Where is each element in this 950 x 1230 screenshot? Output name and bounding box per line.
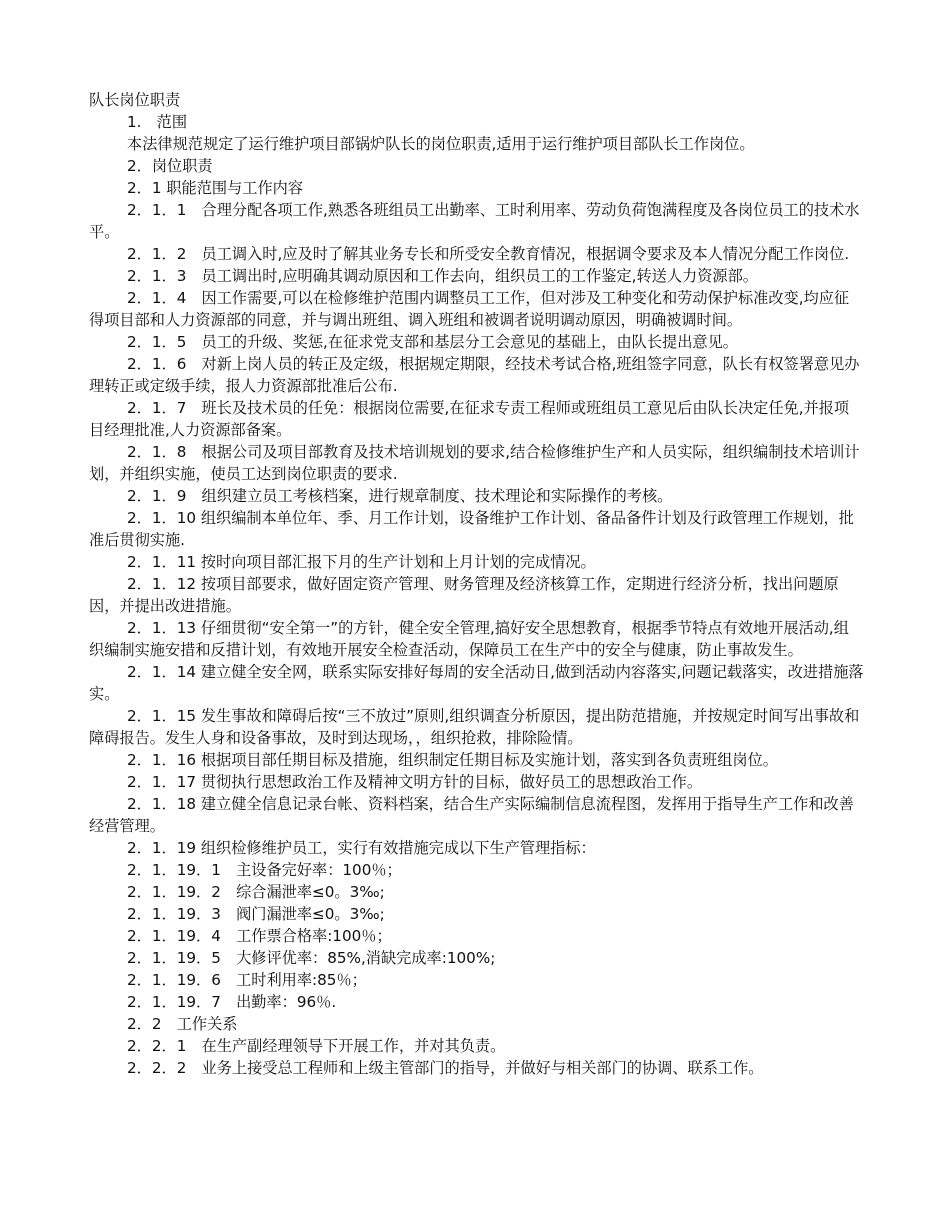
duty-item: 2．1．3 员工调出时,应明确其调动原因和工作去向，组织员工的工作鉴定,转送人力资源部。 xyxy=(127,267,758,285)
indicator-item: 2．1．19．4 工作票合格率:100％； xyxy=(127,927,392,945)
duty-item: 2．1．18 建立健全信息记录台帐、资料档案，结合生产实际编制信息流程图，发挥用于指导生产工作和改善经营管理。 xyxy=(89,795,854,835)
relation-item: 2．2．2 业务上接受总工程师和上级主管部门的指导，并做好与相关部门的协调、联系工作。 xyxy=(127,1059,764,1077)
duty-item: 2．1．1 合理分配各项工作,熟悉各班组员工出勤率、工时利用率、劳动负荷饱满程度及各岗位员工的技术水平。 xyxy=(89,201,860,241)
duty-item: 2．1．7 班长及技术员的任免：根据岗位需要,在征求专责工程师或班组员工意见后由队长决定任免,并报项目经理批准,人力资源部备案。 xyxy=(89,399,850,439)
scope-text: 本法律规范规定了运行维护项目部锅炉队长的岗位职责,适用于运行维护项目部队长工作岗位。 xyxy=(127,135,755,153)
indicator-item: 2．1．19．6 工时利用率:85％； xyxy=(127,971,367,989)
indicator-item: 2．1．19．3 阀门漏泄率≤0。3‰; xyxy=(127,905,385,923)
indicator-item: 2．1．19．7 出勤率：96％. xyxy=(127,993,337,1011)
document-page xyxy=(89,89,864,1079)
duty-item: 2．1．15 发生事故和障碍后按“三不放过”原则,组织调查分析原因，提出防范措施，并按规定时间写出事故和障碍报告。发生人身和设备事故，及时到达现场，，组织抢救，排除险情。 xyxy=(89,707,860,747)
duty-item: 2．1．8 根据公司及项目部教育及技术培训规划的要求,结合检修维护生产和人员实际，组织编制技术培训计划，并组织实施，使员工达到岗位职责的要求. xyxy=(89,443,860,483)
indicator-item: 2．1．19．5 大修评优率：85%,消缺完成率:100%; xyxy=(127,949,496,967)
document-title: 队长岗位职责 xyxy=(89,91,181,109)
indicator-item: 2．1．19．2 综合漏泄率≤0。3‰; xyxy=(127,883,385,901)
duty-item: 2．1．13 仔细贯彻“安全第一”的方针，健全安全管理,搞好安全思想教育，根据季节特点有效地开展活动,组织编制实施安措和反措计划，有效地开展安全检查活动，保障员工在生产中的安全与健康，防止事故发生。 xyxy=(89,619,849,659)
relation-item: 2．2．1 在生产副经理领导下开展工作，并对其负责。 xyxy=(127,1037,506,1055)
section-scope-heading: 1. 范围 xyxy=(127,113,188,131)
duty-item: 2．1．12 按项目部要求，做好固定资产管理、财务管理及经济核算工作，定期进行经济分析，找出问题原因，并提出改进措施。 xyxy=(89,575,839,615)
section-duties-heading: 2．岗位职责 xyxy=(127,157,213,175)
duty-item: 2．1．14 建立健全安全网，联系实际安排好每周的安全活动日,做到活动内容落实,问题记载落实，改进措施落实。 xyxy=(89,663,864,703)
duty-item: 2．1．4 因工作需要,可以在检修维护范围内调整员工工作，但对涉及工种变化和劳动保护标准改变,均应征得项目部和人力资源部的同意，并与调出班组、调入班组和被调者说明调动原因，明确被调时间。 xyxy=(89,289,850,329)
duty-item: 2．1．16 根据项目部任期目标及措施，组织制定任期目标及实施计划，落实到各负责班组岗位。 xyxy=(127,751,778,769)
duty-item: 2．1．2 员工调入时,应及时了解其业务专长和所受安全教育情况，根据调令要求及本人情况分配工作岗位. xyxy=(127,245,850,263)
subsection-relations-heading: 2．2 工作关系 xyxy=(127,1015,238,1033)
duty-item: 2．1．17 贯彻执行思想政治工作及精神文明方针的目标，做好员工的思想政治工作。 xyxy=(127,773,703,791)
duty-item: 2．1．5 员工的升级、奖惩,在征求党支部和基层分工会意见的基础上，由队长提出意见。 xyxy=(127,333,738,351)
duty-item: 2．1．10 组织编制本单位年、季、月工作计划，设备维护工作计划、备品备件计划及行政管理工作规划，批准后贯彻实施. xyxy=(89,509,854,549)
duty-item: 2．1．19 组织检修维护员工，实行有效措施完成以下生产管理指标： xyxy=(127,839,596,857)
subsection-functions-heading: 2．1 职能范围与工作内容 xyxy=(127,179,304,197)
duty-item: 2．1．9 组织建立员工考核档案，进行规章制度、技术理论和实际操作的考核。 xyxy=(127,487,673,505)
duty-item: 2．1．11 按时向项目部汇报下月的生产计划和上月计划的完成情况。 xyxy=(127,553,596,571)
indicator-item: 2．1．19．1 主设备完好率：100％； xyxy=(127,861,402,879)
duty-item: 2．1．6 对新上岗人员的转正及定级，根据规定期限，经技术考试合格,班组签字同意，队长有权签署意见办理转正或定级手续，报人力资源部批准后公布. xyxy=(89,355,860,395)
